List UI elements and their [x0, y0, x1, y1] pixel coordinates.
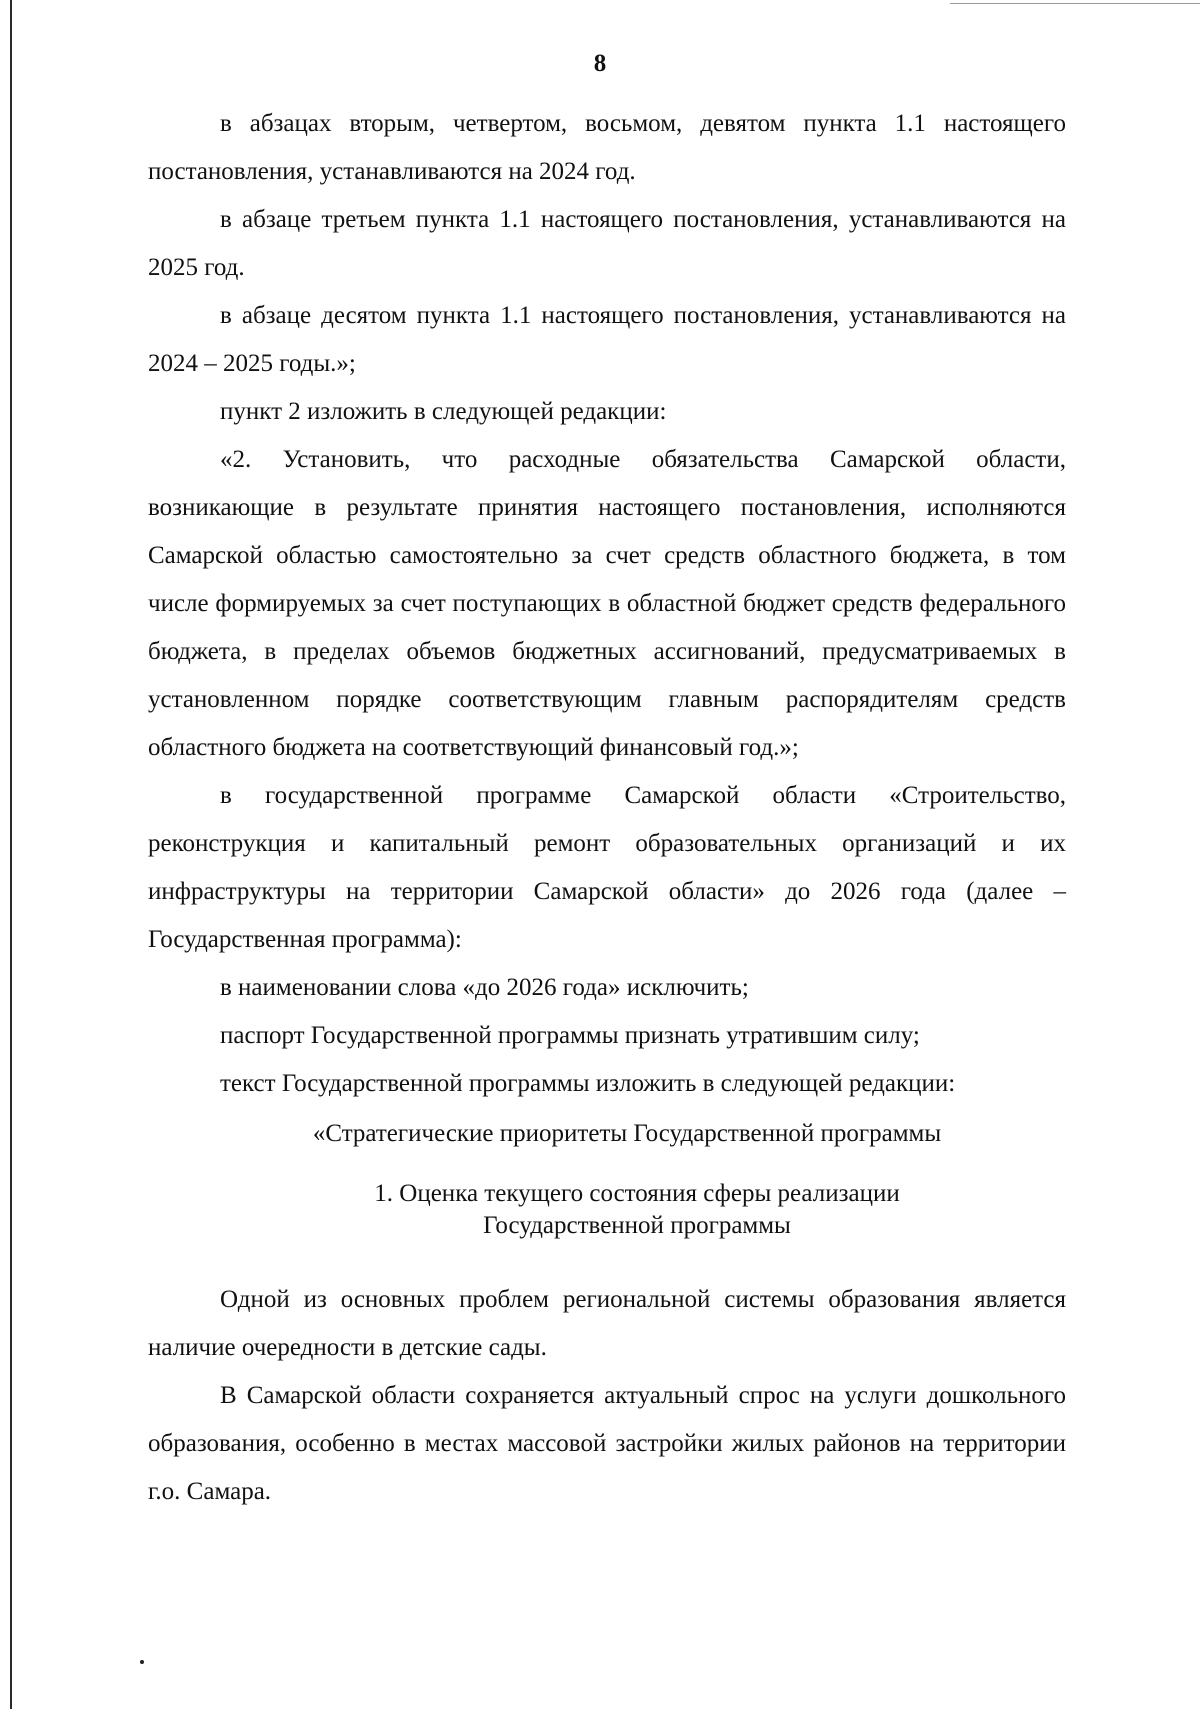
- heading-quote: «Стратегические приоритеты Государственной программы: [312, 1120, 942, 1147]
- paragraph-7: в наименовании слова «до 2026 года» исключить;: [220, 974, 749, 1001]
- section-title-line-1: 1. Оценка текущего состояния сферы реализации: [374, 1180, 900, 1207]
- scan-edge-left: [10, 0, 12, 1709]
- section-title-line-2: Государственной программы: [483, 1212, 791, 1239]
- paragraph-4: пункт 2 изложить в следующей редакции:: [220, 398, 667, 425]
- scan-edge-top: [950, 3, 1200, 4]
- paragraph-1: в абзацах вторым, четвертом, восьмом, девятом пункта 1.1 настоящего постановления, устанавливаются на 2024 год.: [148, 110, 1066, 185]
- page-number: 8: [593, 50, 607, 77]
- paragraph-8: паспорт Государственной программы признать утратившим силу;: [220, 1022, 920, 1049]
- paragraph-3: в абзаце десятом пункта 1.1 настоящего постановления, устанавливаются на 2024 – 2025 годы.»;: [148, 302, 1066, 377]
- section-title: [148, 1178, 1066, 1242]
- scan-speck: [140, 1660, 144, 1664]
- paragraph-6: в государственной программе Самарской области «Строительство, реконструкция и капитальный ремонт образовательных организаций и их инфраструктуры на территории Самарской области» до 2026 года (далее – Государственная программа):: [148, 782, 1066, 953]
- paragraph-2: в абзаце третьем пункта 1.1 настоящего постановления, устанавливаются на 2025 год.: [148, 206, 1066, 281]
- document-body: [148, 100, 1066, 1516]
- paragraph-9: текст Государственной программы изложить в следующей редакции:: [220, 1070, 956, 1097]
- paragraph-10: Одной из основных проблем региональной системы образования является наличие очередности в детские сады.: [148, 1286, 1066, 1361]
- paragraph-11: В Самарской области сохраняется актуальный спрос на услуги дошкольного образования, особенно в местах массовой застройки жилых районов на территории г.о. Самара.: [148, 1382, 1066, 1505]
- paragraph-5: «2. Установить, что расходные обязательства Самарской области, возникающие в результате принятия настоящего постановления, исполняются Самарской областью самостоятельно за счет средств областного бюджета, в том числе формируемых за счет поступающих в областной бюджет средств федерального бюджета, в пределах объемов бюджетных ассигнований, предусматриваемых в установленном порядке соответствующим главным распорядителям средств областного бюджета на соответствующий финансовый год.»;: [148, 446, 1066, 761]
